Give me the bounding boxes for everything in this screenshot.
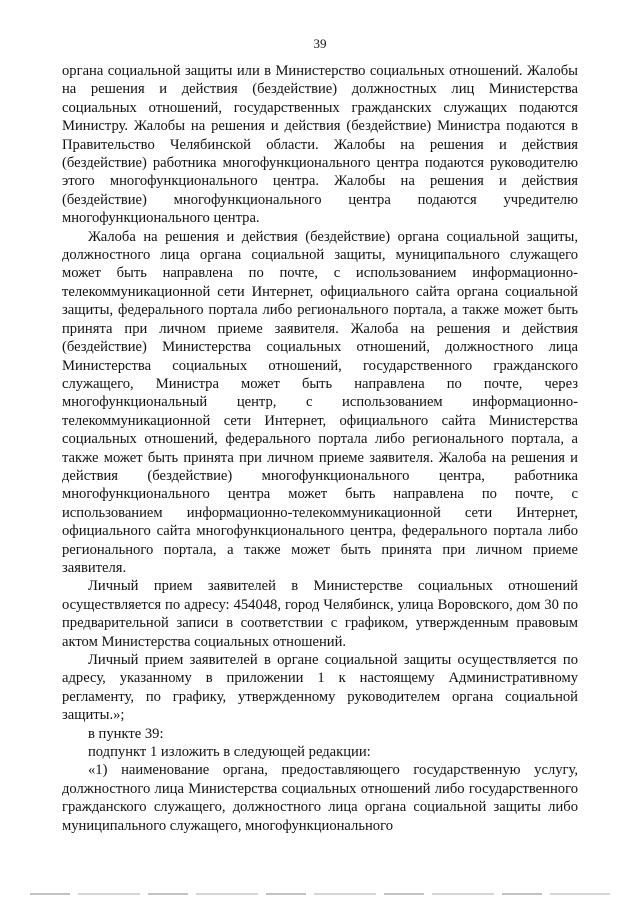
page-number: 39 xyxy=(313,36,327,51)
paragraph-1: органа социальной защиты или в Министерство социальных отношений. Жалобы на решения и действия (бездействие) должностных лиц Министерства социальных отношений, государственных гражданских служащих подаются Министру. Жалобы на решения и действия (бездействие) Министра подаются в Правительство Челябинской области. Жалобы на решения и действия (бездействие) работника многофункционального центра подаются руководителю этого многофункционального центра. Жалобы на решения и действия (бездействие) многофункционального центра подаются учредителю многофункционального центра. xyxy=(62,63,578,227)
paragraph-7: «1) наименование органа, предоставляющего государственную услугу, должностного лица Министерства социальных отношений либо государственного гражданского служащего, должностного лица органа социальной защиты либо муниципального служащего, многофункционального xyxy=(62,762,578,834)
paragraph-6: подпункт 1 изложить в следующей редакции: xyxy=(88,744,371,761)
paragraph-3: Личный прием заявителей в Министерстве социальных отношений осуществляется по адресу: 454048, город Челябинск, улица Воровского, дом 30 по предварительной записи в соответствии с графиком, утвержденным правовым актом Министерства социальных отношений. xyxy=(62,578,578,650)
paragraph-4: Личный прием заявителей в органе социальной защиты осуществляется по адресу, указанному в приложении 1 к настоящему Административному регламенту, по графику, утвержденному руководителем органа социальной защиты.»; xyxy=(62,652,578,724)
scan-edge-divider xyxy=(30,893,610,895)
paragraph-5: в пункте 39: xyxy=(88,725,164,742)
document-body xyxy=(62,62,578,835)
paragraph-2: Жалоба на решения и действия (бездействие) органа социальной защиты, должностного лица органа социальной защиты, муниципального служащего может быть направлена по почте, с использованием информационно-телекоммуникационной сети Интернет, официального сайта органа социальной защиты, федерального портала либо регионального портала, а также может быть принята при личном приеме заявителя. Жалоба на решения и действия (бездействие) Министерства социальных отношений, должностного лица Министерства социальных отношений, государственного гражданского служащего, Министра может быть направлена по почте, через многофункциональный центр, с использованием информационно-телекоммуникационной сети Интернет, официального сайта Министерства социальных отношений, федерального портала либо регионального портала, а также может быть принята при личном приеме заявителя. Жалоба на решения и действия (бездействие) многофункционального центра, работника многофункционального центра может быть направлена по почте, с использованием информационно-телекоммуникационной сети Интернет, официального сайта многофункционального центра, федерального портала либо регионального портала, а также может быть принята при личном приеме заявителя. xyxy=(62,228,578,576)
